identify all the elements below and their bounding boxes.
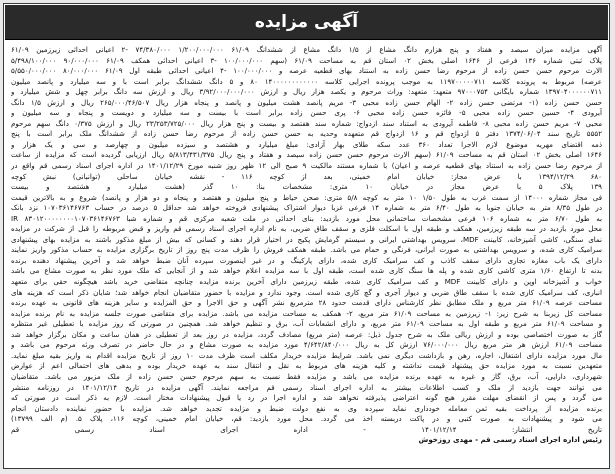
notice-text-line: آگهی مزایده میزان سیصد و هفتاد و پنج هزارم دانگ مشاع از ۱/۵ دانگ مشاع از ششدانگ ۶۱/۰۹ ۱/۲۰۰/۰۰۰/۰۰۰ ۷۴/۳۸۰/۰۰۰ -۲ اعیانی احداثی زیرزمین ۶۱/۰۹	[11, 45, 602, 54]
notice-text-line: ۶۸۰ ۱۳۹۴/۱۲/۲۹ با عرض مجاز: خیابان امام خمینی، بعد از کوچه ۱۱۶ - نقشه خیابان ساحلی (توانبانی) نبش کوچه	[11, 171, 602, 181]
notice-text-line: محل مورد بازدید در سه طبقه زیرزمین، همکف و طبقه اول با اسکلت فلزی و سقف طاق ضربی، به نام اداره اجرای اسناد رسمی قم واریز و قبض مربوطه را قبل از شرکت در مزایده	[11, 224, 602, 234]
notice-text-line: ذمه اقتضای مهریه موضوع لازم الاجرا تعداد ۳۶۰ عدد سکه طلای بهار آزادی: مبلغ میلیارد و هشتصد و سیزده میلیون و چهارصد و سی و یک هزار و	[11, 139, 602, 149]
notice-text-line: حسن حسن زاده (۱- مرتضی حسن زاده ۲- الهام حسن زاده محبی ۳- مریم پانصد هشت میلیون و پانصد و پنجاه هزار ریال ۲۶۵/۰۰۰/۴۶/۵۰۷ ریال و ارزش ۱/۵ دانگ	[11, 97, 602, 107]
notice-text-line: بدنه تا ارتفاع ۱/۶۰ متری کاشی کاری شده و پله ها سنگ کاری شده است، طبقه اول با سه مزایده اعلام خواهد شد و از آنجایی که ملک مورد نظر به صورت مشاع می باشد	[11, 266, 602, 276]
notice-text-line: محبی ۷- مریم حسن زاده محبی ۸- فاطمه آیرودی به استناد سند ازدواج: شماره سند هفتصد و بیست و پنج هزار ریال ۲۳/۲۵۳/۷۲۵/۰۰۰ ریال و ارزش ۰/۳۷۵ دانگ سهم مرحوم	[11, 118, 602, 128]
notice-text-line: آیرودی ۴- حسین حسن زاده محبی ۵- فائزه حسن زاده محبی ۶- پری حسن زاده برابر است با بیست و سه میلیارد و دویست و پنجاه و سه میلیون و	[11, 108, 602, 118]
notice-text-line: عرصه) مربوط به پرونده کلاسه ۱۱۹۷۰۰۰۰۰۷۱۱ به موجب پرونده اجرایی کلاسه ۱۴۰۰۰۰۰۰۰۰۰۰۰۰ ۸۰ و ۵ دانگ ششدانگ برابر است با و سه میلیارد و پانصد میلیون	[11, 76, 602, 86]
notice-text-line: مساحت کل زیربنا به شرح زیر: ۱- زیرزمین به مساحت ۶۱/۰۹ متر مربع، ۲- همکف به مساحت مزایده می باشد. مزایده برای متقاضی صورت جلسه مزایده به نام برنده مزایده	[11, 308, 602, 318]
notice-signature: رئیس اداره اجرای اسناد رسمی قم - مهدی روزخوش	[418, 435, 602, 445]
notice-text-line: مساحت ۶۱/۰۹ ارزش هر متر مربع ریال ۷۶/۰۰۰/۰۰۰ ارزش کل به ریال ۴/۶۴۲/۸۴۰/۰۰۰ مورد مزایده به صورت مشاع و در حال حاضر در تصرف ورثه مرحوم می باشد و	[11, 340, 602, 350]
notice-text-line: در طول ۸/۳۵ متر به خیابان جنوبا به طول ۶/۴۰ متر به شماره ۱۴ فرعی غربا دیوار اشتراک پیشنهادی فروخته خواهد شد حداقل ۵ درصد در حساب ۱۰۷۰۳۶۱۴۶۷۶۳ نزد بانک	[11, 203, 602, 213]
notice-text-line: خواب و آشپزخانه اوپن و دارای کابینت MDF و کف سرامیک کاری شده، طبقه زیرزمین دارای آخرین برنده مزایده چنانچه متقاضی خرید باشد هیچگونه حقی برای متعهد	[11, 277, 602, 287]
notice-text-line: فی مجاز شماره ۱۴۰۰۰ از سمت غرب به طول ۱/۵۰ ۱۰ متر به کوچه ۵/۸ متری: صحن حیاط و پنج میلیون و هفتصد و پنجاه و دو هزار و پانصد) شروع و به بالاترین قیمت	[11, 192, 602, 202]
notice-text-line: انباری، کف سرامیک کاری شده با سقف طاق ضربی و دیوار آجری و گچ کاری شده است. وجود ندارد و مزایده با حضور متقاضیان انجام خواهد شد؛ شایان ذکر است که هزینه های	[11, 287, 602, 297]
notice-text-line: پلاک ثبتی شماره ۱۳۶ فرعی از ۱۶۴۶ اصلی بخش ۰۲ استان قم به مساحت ۶۱/۰۹ (سهم ۱۰۰/۰۰۰/۰۰۰ -۳ اعیانی احداثی همکف ۶۱/۰۹ ۹۰/۰۰۰/۰۰۰ ۵/۴۹۸/۱۰۰/۰۰۰	[11, 55, 602, 65]
notice-text-line: ۱۶۴۶ اصلی بخش ۰۲ استان قم به مساحت ۶۱/۰۹ (سهم الارث مرحوم حسن حسن زاده سیصد و هفتاد و پنج ریال ۵/۸۱۳/۴۳۱/۳۷۵ ریال ارزیابی گردیده است که مزایده از ساعت	[11, 150, 602, 160]
notice-text-line: سرامیک کاری شده، و سرویس بهداشتی به صورت ایرانی، فرنگی و حمام می باشد. طبقه همکف فروش را ظرف مدت پنج روز از تاریخ برگزاری مزایده به حساب مذکور واریز نمایند	[11, 245, 602, 255]
notice-title-bar	[5, 5, 608, 40]
notice-text-line: شهرداری، دارایی، آب، برق، گاز و غیره به عهده برنده مزایده می باشد و مزایده فقط نسبت به سهم مرحوم حسن حسن زاده از ملک مزبور می باشد. متقاضیان	[11, 371, 602, 381]
notice-text-line: تاریخ انتشار: ۱۴۰۱/۱۲/۱۴ - اداره اجرای اسناد رسمی قم	[11, 424, 602, 434]
notice-text-line: ۱۳۹۷۰۴۰۰۰۰۰۰۷۱۱ شماره بایگانی ۹۷۰۰۰۷۵۴ متعهد: متعهد: وراث مرحوم و یکصد هزار ریال و ارزش ۳/۹۲/۰۰۰/۰۰۰/۰۰۰ ریال و ارزش سه دانگ برابر چهل و شش میلیارد و	[11, 87, 602, 97]
auction-notice	[3, 3, 610, 469]
notice-text-line: مساحت عرصه ۶۱/۰۹ متر مربع و ملک مطابق نظر کارشناس دارای قدمت حدود ۲۸ مترمربع نشر آگهی و حق الاجرا و حق المزایده و سایر هزینه های قانونی به عهده برنده	[11, 298, 602, 308]
notice-body	[11, 45, 602, 462]
notice-text-line: ۱۳۹ پلاک ۵ با عرض مجاز در خیابان ۱۰ متری: مشخصات بنا: ۱۰ گذر (هشت میلیارد و هشتصد و بیست	[11, 182, 602, 192]
notice-text-line: دارای یک باب مغازه تجاری دارای سقف کاذب و کف سرامیک کاری شده، دارای پارکینگ و در غیر اینصورت سپرده آنان ضبط خواهد شد و آخرین پیشنهاد دهنده برنده	[11, 255, 602, 265]
notice-text-line: و مساحت ۶۱/۰۹ متر مربع و طبقه اول به مساحت ۶۱/۰۹ متر مربع، و دارای انشعابات آب، برق و تنظیم خواهد شد. همچنین در صورتی که روز مزایده با تعطیلی غیر منتظره	[11, 319, 602, 329]
notice-text-line: می توانند جهت بازدید از ملک و کسب اطلاعات بیشتر به اداره اجرای اسناد رسمی قم مراجعه نمایند. آگهی مزایده در تاریخ ۱۴۰۱/۱۲/۱۴ در روزنامه منتشر	[11, 382, 602, 392]
notice-text-line: متعهدین نسبت به مورد مزایده حق پیشنهاد قیمت نداشته و کلیه هزینه های مربوط به نقل و انتقال سند به عهده خریدار بوده و بدهی های احتمالی اعم از عوارض	[11, 361, 602, 371]
notice-title: آگهی مزایده	[254, 12, 359, 32]
notice-text-line: به طول ۶/۷۰ متر به شماره ۱۰۶ فرعی مشخصات ساختمانی محل مورد بازدید: بنای احداثی در ملت شعبه مرکزی قم و شماره شبا IR ۸۳۰۱۲۰۰۰۰۰۰۰۰۱۰۷۰۳۶۱۴۶۷۶۳	[11, 213, 602, 223]
notice-text-line: می شود و پیشنهادات به صورت کتبی و در پاکت دربسته اخذ می گردد. محل مورد بازدید: قم، خیابان امام خمینی، کوچه ۱۱۶، پلاک ۵. (م الف ۱۳۷۹۹)	[11, 414, 602, 424]
notice-text-line: ۵۵۵۲ تاریخ سند ۱۳۷۴/۰۶/۰۴ دفتر ۵ ازدواج قم و ۱۶ ازدواج قم متعهده وحدیه به حسن حسن زاده از مرحوم رضا حسن زاده از ششدانگ ملک برابر است با پنج	[11, 129, 602, 139]
notice-text-line: نمای سنگی، کاشی آشپزخانه، کابینت MDF، سرویس بهداشتی ایرانی و سیستم گرمایش پکیج در اختیار قرار دهند و کسانی که بیش از مبلغ مذکور باشند به مزایده بهای پیشنهادی	[11, 234, 602, 244]
notice-text-line: گاز به صورت اختصاصی بوده و ارزش ریالی ملک به شرح جدول ذیل: عرصه (متر مربع) مصادف گردد، مزایده در روز بعد از تعطیلی در همان ساعت و مکان برگزار خواهد شد	[11, 329, 602, 339]
notice-text-line: از مرحوم رضا حسن زاده به استناد بهای قطعیه عرصه و اعیان) با شماره مستند مالکیت ۹ صبح الی ۱۲ ظهر روز شنبه مورخ ۱۴۰۱/۱۲/۲۹ در اداره اجرای اسناد رسمی قم واقع در	[11, 161, 602, 171]
notice-text-line: الارث مرحوم حسن حسن زاده از مرحوم رضا حسن زاده به استناد بهای قطعیه عرصه و ۱۰۰/۰۰۰/۰۰۰ -۴ اعیانی احداثی طبقه اول ۶۱/۰۹ ۸۰/۰۰۰/۰۰۰ ۵/۵۵۰/۰۰۰/۰۰۰	[11, 66, 602, 76]
notice-text	[11, 45, 602, 435]
notice-text-line: مال مورد مزایده دارای اشتغال، اجاره، رهن و بازداشت دیگری نمی باشد. شرایط مزایده خریدار مکلف است ظرف مدت ۱۰ روز از تاریخ مزایده اقدام به واریز بقیه مبلغ نماید.	[11, 350, 602, 360]
notice-text-line: می گردد و پس از انقضای مهلت مقرر هیچ گونه اعتراضی پذیرفته نخواهد شد و اداره اجرا در رد یا قبول پیشنهادات مختار است. لازم به ذکر است در صورتی که	[11, 393, 602, 403]
notice-text-line: برنده مزایده از پرداخت بقیه ثمن معامله خودداری نماید سپرده وی به نفع دولت ضبط و مزایده تجدید خواهد شد. مزایده با حضور نماینده دادستان انجام	[11, 403, 602, 413]
